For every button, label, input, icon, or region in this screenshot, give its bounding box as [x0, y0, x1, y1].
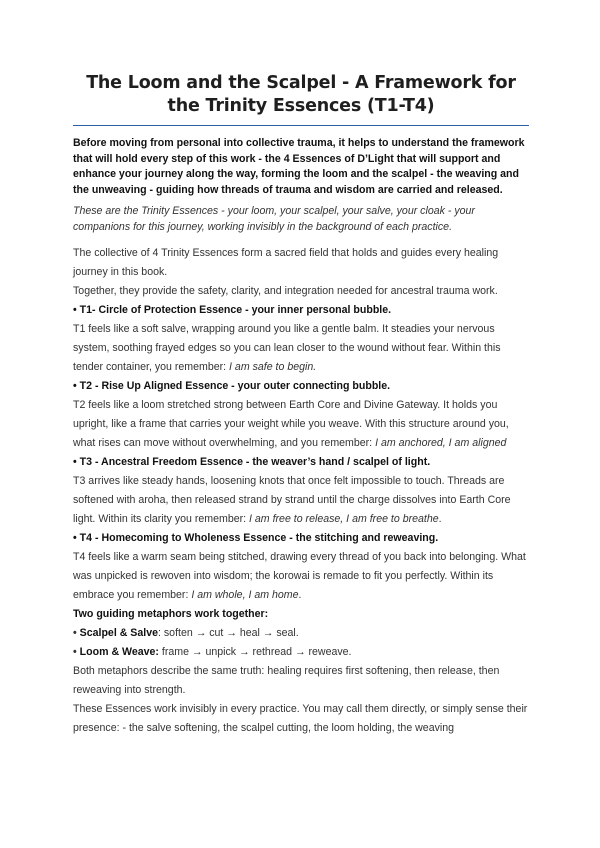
bullet-glyph: • — [73, 646, 77, 658]
bullet-glyph: • — [73, 304, 77, 316]
document-page — [73, 72, 529, 738]
t4-tail: . — [298, 589, 302, 601]
t3-affirmation: I am free to release, I am free to breathe — [249, 513, 439, 525]
invisible-essences-paragraph: These Essences work invisibly in every practice. You may call them directly, or simply sense their presence: - the salve softening, the scalpel cutting, the loom holding, the weaving — [73, 703, 528, 734]
t2-heading-text: T2 - Rise Up Aligned Essence - your outer connecting bubble. — [79, 380, 391, 392]
title-divider — [73, 125, 529, 126]
together-paragraph: Together, they provide the safety, clarity, and integration needed for ancestral trauma work. — [73, 285, 498, 297]
t4-paragraph — [73, 548, 529, 605]
t2-heading — [73, 377, 529, 396]
t3-paragraph — [73, 472, 529, 529]
scalpel-salve-item — [73, 624, 529, 643]
t2-text: T2 feels like a loom stretched strong between Earth Core and Divine Gateway. It holds you upright, like a frame that carries your weight while you weave. With this structure around you, what rises can move without overwhelming, and you remember: — [73, 399, 509, 449]
scalpel-salve-text: : soften → cut → heal → seal. — [158, 627, 299, 639]
loom-weave-item — [73, 643, 529, 662]
loom-weave-text: frame → unpick → rethread → reweave. — [158, 646, 352, 658]
page-title: The Loom and the Scalpel - A Framework for the Trinity Essences (T1-T4) — [86, 73, 516, 116]
t3-text: T3 arrives like steady hands, loosening knots that once felt impossible to touch. Threads are softened with aroha, then released strand by strand until the charge dissolves into Earth Core light. Within its clarity you remember: — [73, 475, 511, 525]
t1-heading-text: T1- Circle of Protection Essence - your inner personal bubble. — [79, 304, 392, 316]
intro-italic-paragraph: These are the Trinity Essences - your loom, your scalpel, your salve, your cloak - your companions for this journey, working invisibly in the background of each practice. — [73, 205, 475, 233]
t4-heading-text: T4 - Homecoming to Wholeness Essence - the stitching and reweaving. — [79, 532, 439, 544]
bullet-glyph: • — [73, 380, 77, 392]
t4-text: T4 feels like a warm seam being stitched, drawing every thread of you back into belonging. What was unpicked is rewoven into wisdom; the korowai is remade to fit you perfectly. Within its embrace you remember: — [73, 551, 526, 601]
loom-weave-label: Loom & Weave: — [79, 646, 159, 658]
intro-paragraph: Before moving from personal into collective trauma, it helps to understand the framework that will hold every step of this work - the 4 Essences of D’Light that will support and enhance your journey along the way, forming the loom and the scalpel - the weaving and the unweaving - guiding how threads of trauma and wisdom are carried and released. — [73, 137, 525, 196]
t4-affirmation: I am whole, I am home — [191, 589, 299, 601]
bullet-glyph: • — [73, 532, 77, 544]
t4-heading — [73, 529, 529, 548]
t1-affirmation: I am safe to begin. — [229, 361, 317, 373]
bullet-glyph: • — [73, 456, 77, 468]
t1-heading — [73, 301, 529, 320]
t1-text: T1 feels like a soft salve, wrapping around you like a gentle balm. It steadies your nervous system, soothing frayed edges so you can lean closer to the wound without fear. Within this tender container, you remember: — [73, 323, 501, 373]
t3-heading-text: T3 - Ancestral Freedom Essence - the weaver’s hand / scalpel of light. — [79, 456, 431, 468]
both-metaphors-paragraph: Both metaphors describe the same truth: healing requires first softening, then release, then reweaving into strength. — [73, 665, 500, 696]
t3-tail: . — [438, 513, 442, 525]
t3-heading — [73, 453, 529, 472]
metaphors-heading: Two guiding metaphors work together: — [73, 608, 269, 620]
bullet-glyph: • — [73, 627, 77, 639]
scalpel-salve-label: Scalpel & Salve — [79, 627, 158, 639]
t2-paragraph — [73, 396, 529, 453]
t2-affirmation: I am anchored, I am aligned — [375, 437, 507, 449]
collective-paragraph: The collective of 4 Trinity Essences form a sacred field that holds and guides every healing journey in this book. — [73, 247, 499, 278]
t1-paragraph — [73, 320, 529, 377]
